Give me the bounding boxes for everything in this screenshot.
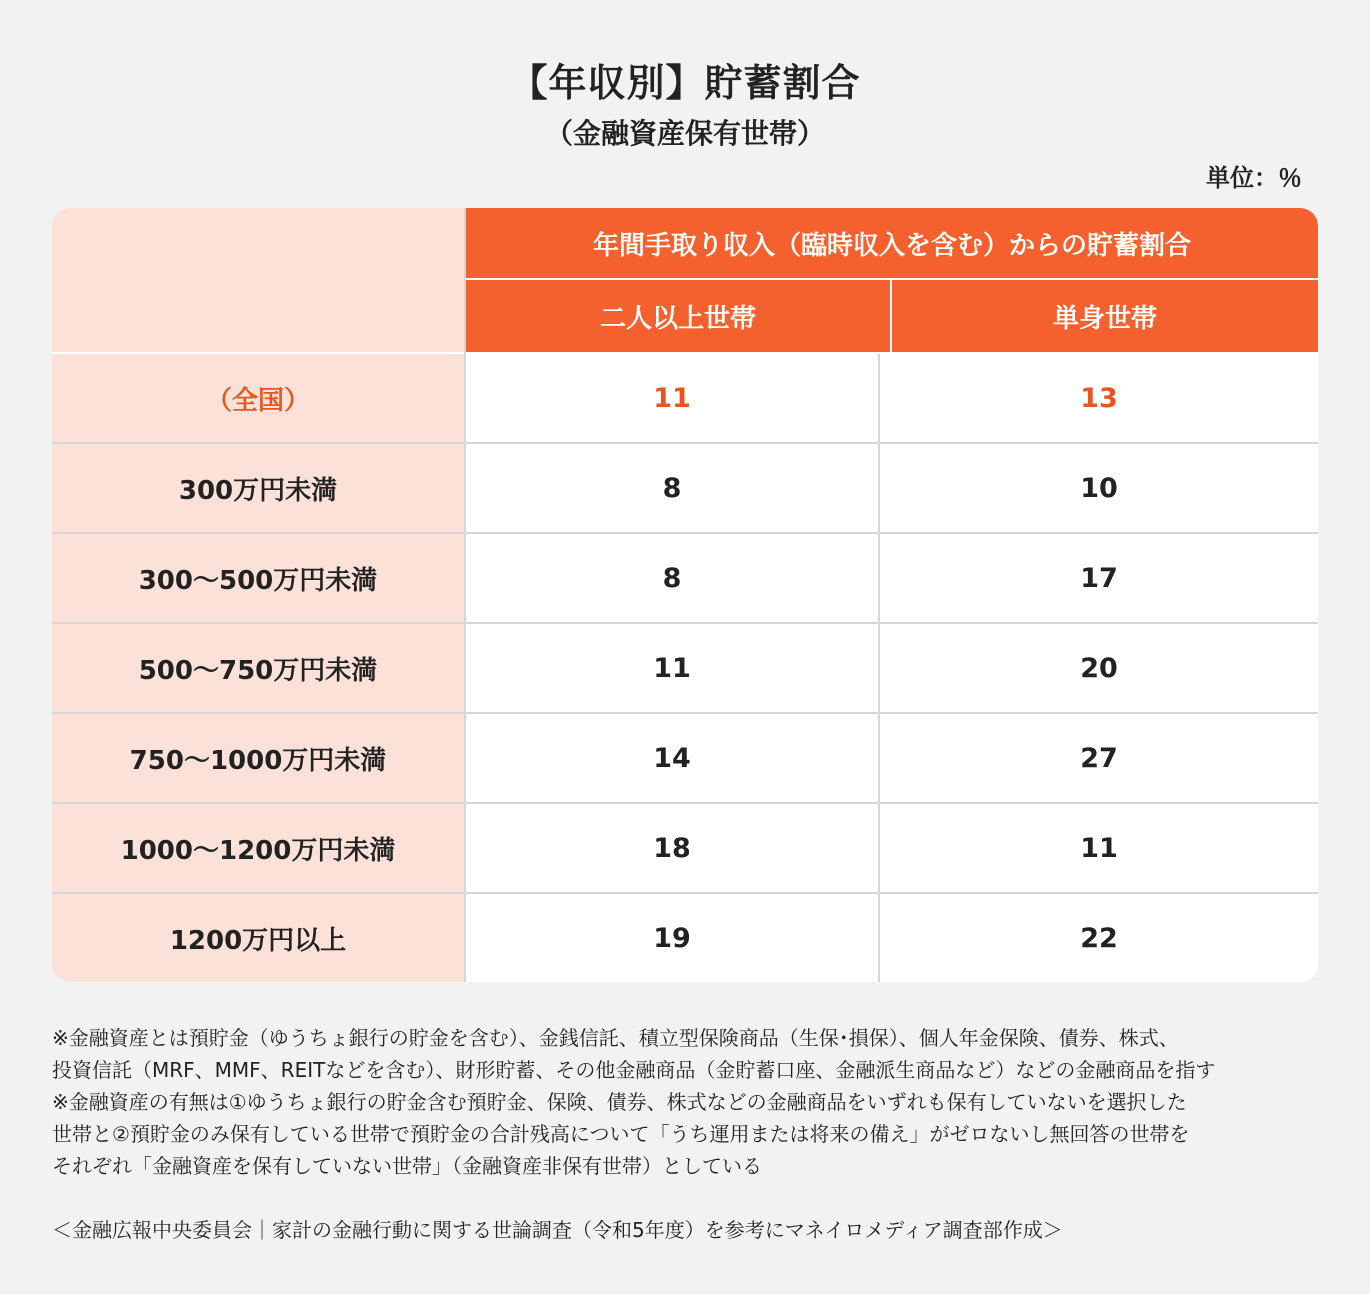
row-label: 750〜1000万円未満 (52, 714, 464, 802)
group-header: 年間手取り収入（臨時収入を含む）からの貯蓄割合 (466, 208, 1318, 278)
table-row (52, 714, 1318, 802)
chart-title: 【年収別】貯蓄割合 (509, 61, 861, 105)
row-label: （全国） (52, 354, 464, 442)
savings-rate-table (52, 208, 1318, 982)
cell-multi-person: 14 (466, 714, 878, 802)
cell-single: 22 (880, 894, 1318, 982)
table-row (52, 534, 1318, 622)
row-divider (52, 712, 1318, 714)
unit-label: 単位：％ (1206, 164, 1302, 192)
table-row (52, 624, 1318, 712)
footnote-line: 世帯と②預貯金のみ保有している世帯で預貯金の合計残高について「うち運用または将来の備え」がゼロないし無回答の世帯を (52, 1122, 1190, 1146)
row-divider (52, 802, 1318, 804)
cell-multi-person: 11 (466, 354, 878, 442)
header-divider (890, 280, 892, 352)
table-row (52, 354, 1318, 442)
row-divider (52, 622, 1318, 624)
cell-single: 27 (880, 714, 1318, 802)
row-label: 1000〜1200万円未満 (52, 804, 464, 892)
cell-multi-person: 8 (466, 534, 878, 622)
cell-single: 20 (880, 624, 1318, 712)
cell-multi-person: 19 (466, 894, 878, 982)
chart-subtitle: （金融資産保有世帯） (544, 117, 825, 150)
row-label: 500〜750万円未満 (52, 624, 464, 712)
cell-multi-person: 11 (466, 624, 878, 712)
table-corner (52, 208, 464, 352)
cell-multi-person: 8 (466, 444, 878, 532)
column-header-single: 単身世帯 (892, 280, 1318, 352)
row-label: 1200万円以上 (52, 894, 464, 982)
row-divider (52, 442, 1318, 444)
footnote-line: 投資信託（MRF、MMF、REITなどを含む）、財形貯蓄、その他金融商品（金貯蓄口座、金融派生商品など）などの金融商品を指す (52, 1058, 1216, 1082)
footnotes (52, 1022, 1318, 1182)
footnote-line: ※金融資産とは預貯金（ゆうちょ銀行の貯金を含む）、金銭信託、積立型保険商品（生保･損保）、個人年金保険、債券、株式、 (52, 1026, 1179, 1050)
table-row (52, 894, 1318, 982)
source-note: ＜金融広報中央委員会｜家計の金融行動に関する世論調査（令和5年度）を参考にマネイロメディア調査部作成＞ (52, 1218, 1063, 1242)
footnote-line: ※金融資産の有無は①ゆうちょ銀行の貯金含む預貯金、保険、債券、株式などの金融商品をいずれも保有していないを選択した (52, 1090, 1187, 1114)
row-label: 300〜500万円未満 (52, 534, 464, 622)
row-divider (52, 892, 1318, 894)
cell-single: 17 (880, 534, 1318, 622)
cell-single: 13 (880, 354, 1318, 442)
table-row (52, 804, 1318, 892)
column-divider (464, 208, 466, 982)
table-row (52, 444, 1318, 532)
header-divider (466, 278, 1318, 280)
row-divider (52, 532, 1318, 534)
footnote-line: それぞれ「金融資産を保有していない世帯」（金融資産非保有世帯）としている (52, 1154, 762, 1178)
cell-single: 10 (880, 444, 1318, 532)
column-header-multi-person: 二人以上世帯 (466, 280, 890, 352)
column-divider (878, 354, 880, 982)
row-label: 300万円未満 (52, 444, 464, 532)
cell-single: 11 (880, 804, 1318, 892)
cell-multi-person: 18 (466, 804, 878, 892)
